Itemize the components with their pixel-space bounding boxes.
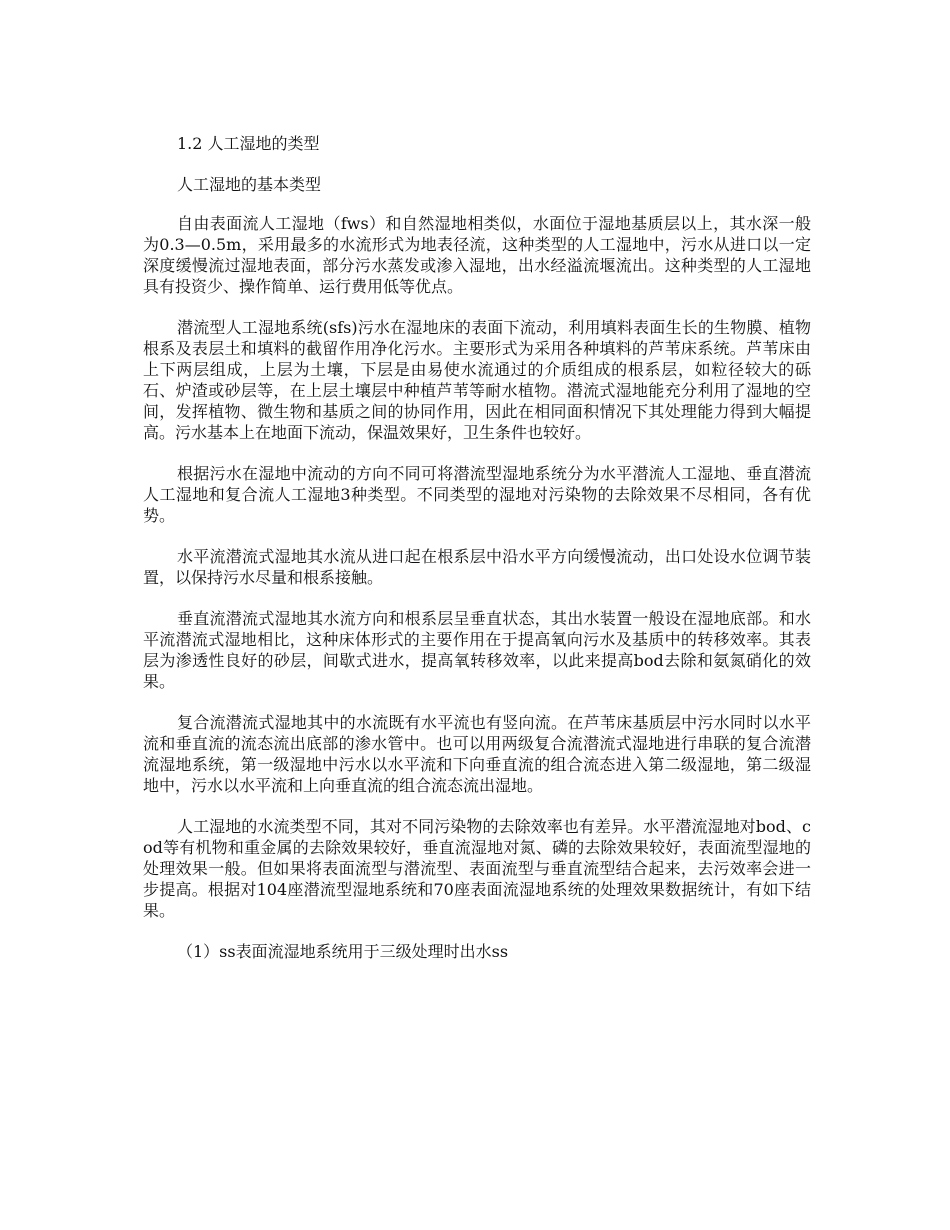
paragraph-hybrid-flow: 复合流潜流式湿地其中的水流既有水平流也有竖向流。在芦苇床基质层中污水同时以水平流和垂直流的流态流出底部的渗水管中。也可以用两级复合流潜流式湿地进行串联的复合流潜流湿地系统，第一级湿地中污水以水平流和下向垂直流的组合流态进入第二级湿地，第二级湿地中，污水以水平流和上向垂直流的组合流态流出湿地。 [143,713,811,795]
sub-heading: 人工湿地的基本类型 [177,175,322,194]
paragraph-ss-result: （1）ss表面流湿地系统用于三级处理时出水ss [177,942,509,961]
section-heading: 1.2 人工湿地的类型 [177,134,320,153]
paragraph-vertical-flow: 垂直流潜流式湿地其水流方向和根系层呈垂直状态，其出水装置一般设在湿地底部。和水平流潜流式湿地相比，这种床体形式的主要作用在于提高氧向污水及基质中的转移效率。其表层为渗透性良好的砂层，间歇式进水，提高氧转移效率，以此来提高bod去除和氨氮硝化的效果。 [143,609,811,691]
paragraph-flow-direction-types: 根据污水在湿地中流动的方向不同可将潜流型湿地系统分为水平潜流人工湿地、垂直潜流人工湿地和复合流人工湿地3种类型。不同类型的湿地对污染物的去除效果不尽相同，各有优势。 [143,464,811,525]
paragraph-horizontal-flow: 水平流潜流式湿地其水流从进口起在根系层中沿水平方向缓慢流动，出口处设水位调节装置，以保持污水尽量和根系接触。 [143,547,811,587]
paragraph-free-surface-flow: 自由表面流人工湿地（fws）和自然湿地相类似，水面位于湿地基质层以上，其水深一般为0.3—0.5m，采用最多的水流形式为地表径流，这种类型的人工湿地中，污水从进口以一定深度缓慢流过湿地表面，部分污水蒸发或渗入湿地，出水经溢流堰流出。这种类型的人工湿地具有投资少、操作简单、运行费用低等优点。 [143,214,811,296]
document-body [143,133,811,982]
paragraph-removal-efficiency: 人工湿地的水流类型不同，其对不同污染物的去除效率也有差异。水平潜流湿地对bod、cod等有机物和重金属的去除效果较好，垂直流湿地对氮、磷的去除效果较好，表面流型湿地的处理效果一般。但如果将表面流型与潜流型、表面流型与垂直流型结合起来，去污效率会进一步提高。根据对104座潜流型湿地系统和70座表面流湿地系统的处理效果数据统计，有如下结果。 [143,817,811,920]
paragraph-subsurface-flow: 潜流型人工湿地系统(sfs)污水在湿地床的表面下流动，利用填料表面生长的生物膜、植物根系及表层土和填料的截留作用净化污水。主要形式为采用各种填料的芦苇床系统。芦苇床由上下两层组成，上层为土壤，下层是由易使水流通过的介质组成的根系层，如粒径较大的砾石、炉渣或砂层等，在上层土壤层中种植芦苇等耐水植物。潜流式湿地能充分利用了湿地的空间，发挥植物、微生物和基质之间的协同作用，因此在相同面积情况下其处理能力得到大幅提高。污水基本上在地面下流动，保温效果好，卫生条件也较好。 [143,318,811,442]
